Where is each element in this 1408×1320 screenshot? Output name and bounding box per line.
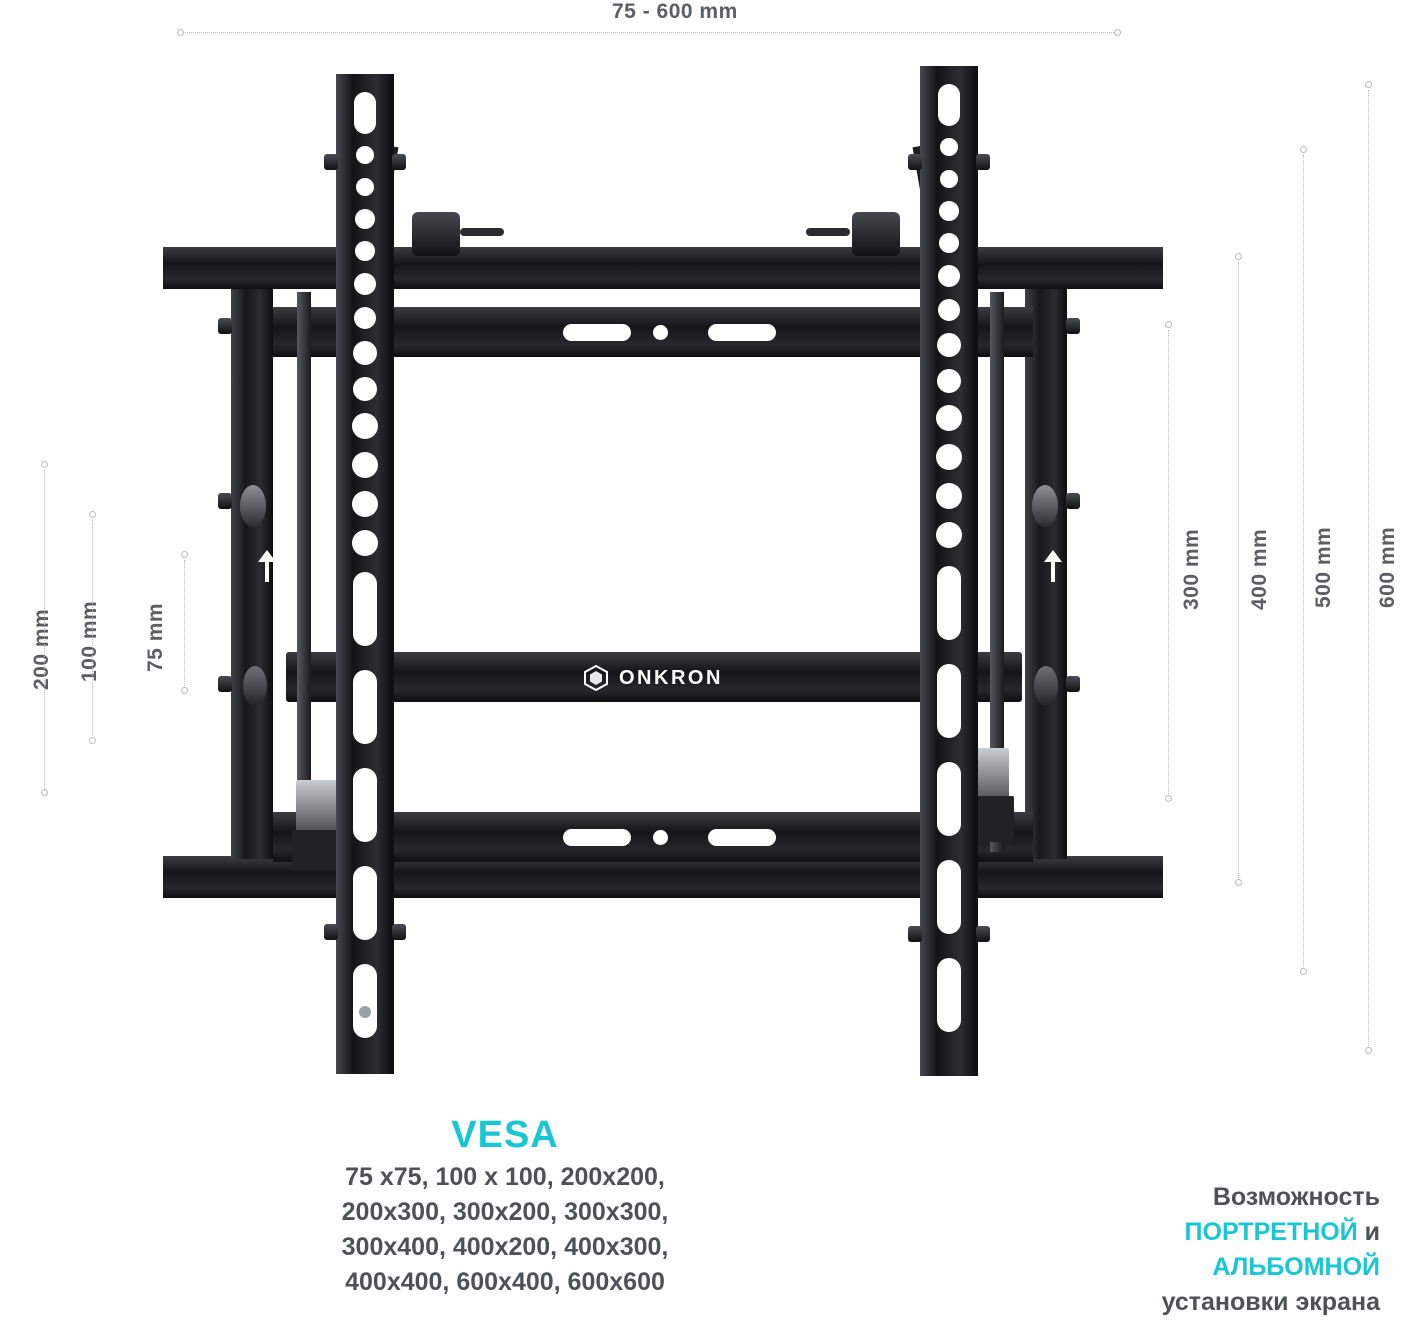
strip-knob	[976, 154, 990, 170]
right-post-knob-1	[1066, 318, 1080, 334]
strip-hole	[352, 491, 378, 517]
orientation-conjunction: и	[1357, 1218, 1380, 1246]
right-post-oval-lower	[1034, 666, 1058, 706]
strip-hole	[356, 146, 374, 164]
strip-hole	[353, 341, 377, 365]
strip-hole	[939, 201, 959, 221]
arm-slot	[563, 324, 631, 341]
strip-hole	[936, 522, 962, 548]
vesa-pattern-line-4: 400x400, 600x400, 600x600	[345, 1268, 665, 1296]
strip-hole	[354, 273, 376, 295]
left-slider-rail	[297, 292, 311, 852]
strip-hole	[939, 233, 959, 253]
strip-hole	[937, 369, 961, 393]
left-post-oval-lower	[243, 666, 267, 706]
dimension-label-left-100: 100 mm	[78, 600, 101, 682]
strip-hole	[937, 333, 961, 357]
strip-hole	[938, 265, 960, 287]
vesa-pattern-line-2: 200x300, 300x200, 300x300,	[341, 1198, 669, 1226]
strip-slot	[353, 572, 377, 646]
right-post-knob-2	[1066, 493, 1080, 509]
strip-slot	[353, 866, 377, 940]
arm-slot	[708, 324, 776, 341]
strip-slot	[353, 964, 377, 1038]
strip-knob	[392, 924, 406, 940]
dimension-label-top: 75 - 600 mm	[612, 0, 738, 23]
brand-logo	[583, 665, 723, 691]
strip-slot	[353, 670, 377, 744]
strip-hole	[352, 452, 378, 478]
strip-hole	[936, 483, 962, 509]
left-tilt-bolt	[460, 228, 504, 236]
dimension-label-right-600: 600 mm	[1376, 526, 1399, 608]
strip-hole	[355, 241, 375, 261]
dimension-label-right-500: 500 mm	[1312, 526, 1335, 608]
right-vesa-strip	[920, 66, 978, 1076]
strip-slot	[938, 84, 960, 126]
arm-slot	[708, 829, 776, 846]
strip-hole	[936, 444, 962, 470]
strip-slot	[937, 566, 961, 640]
strip-hole	[940, 170, 958, 188]
arm-hole	[653, 830, 668, 845]
strip-knob	[908, 926, 922, 942]
left-post-oval-upper	[240, 485, 266, 527]
strip-hole	[352, 530, 378, 556]
orientation-line-1: Возможность	[1212, 1183, 1380, 1211]
strip-slot	[937, 762, 961, 836]
orientation-note	[1162, 1180, 1380, 1320]
vesa-title: VESA	[451, 1114, 559, 1156]
strip-slot	[353, 768, 377, 842]
strip-hole	[356, 178, 374, 196]
strip-slot	[354, 92, 376, 134]
strip-slot	[937, 664, 961, 738]
strip-hole	[352, 413, 378, 439]
strip-slot	[937, 958, 961, 1032]
strip-rivet	[359, 1006, 371, 1018]
right-tilt-bolt	[806, 228, 850, 236]
dimension-label-right-400: 400 mm	[1248, 528, 1271, 610]
right-arrow-icon	[1042, 548, 1064, 584]
strip-hole	[355, 209, 375, 229]
orientation-line-2	[1162, 1215, 1380, 1250]
orientation-portrait: ПОРТРЕТНОЙ	[1184, 1218, 1358, 1246]
right-post-oval-upper	[1032, 485, 1058, 527]
vesa-pattern-line-3: 300x400, 400x200, 400x300,	[341, 1233, 669, 1261]
dimension-label-right-300: 300 mm	[1180, 528, 1203, 610]
dimension-label-left-75: 75 mm	[144, 602, 167, 672]
left-vesa-strip	[336, 74, 394, 1074]
strip-knob	[976, 926, 990, 942]
left-post-knob-1	[218, 318, 232, 334]
strip-hole	[936, 405, 962, 431]
strip-knob	[324, 154, 338, 170]
strip-slot	[937, 860, 961, 934]
brand-logo-text: ONKRON	[619, 666, 723, 689]
strip-hole	[938, 299, 960, 321]
left-arrow-icon	[256, 548, 278, 584]
arm-hole	[653, 325, 668, 340]
strip-hole	[354, 307, 376, 329]
top-wall-plate	[163, 247, 1163, 289]
orientation-landscape: АЛЬБОМНОЙ	[1212, 1253, 1380, 1281]
left-tilt-pivot	[412, 212, 460, 256]
left-post-knob-2	[218, 493, 232, 509]
dimension-label-left-200: 200 mm	[30, 608, 53, 690]
strip-knob	[392, 154, 406, 170]
vesa-pattern-line-1: 75 x75, 100 x 100, 200x200,	[345, 1163, 665, 1191]
strip-knob	[908, 154, 922, 170]
orientation-line-4: установки экрана	[1161, 1288, 1380, 1316]
onkron-hexagon-logo-icon	[583, 665, 609, 691]
strip-hole	[353, 377, 377, 401]
strip-hole	[940, 138, 958, 156]
right-post-knob-3	[1066, 676, 1080, 692]
strip-knob	[324, 924, 338, 940]
arm-slot	[563, 829, 631, 846]
right-tilt-pivot	[852, 212, 900, 256]
left-post-knob-4	[218, 676, 232, 692]
vesa-pattern-list	[0, 1160, 1010, 1300]
